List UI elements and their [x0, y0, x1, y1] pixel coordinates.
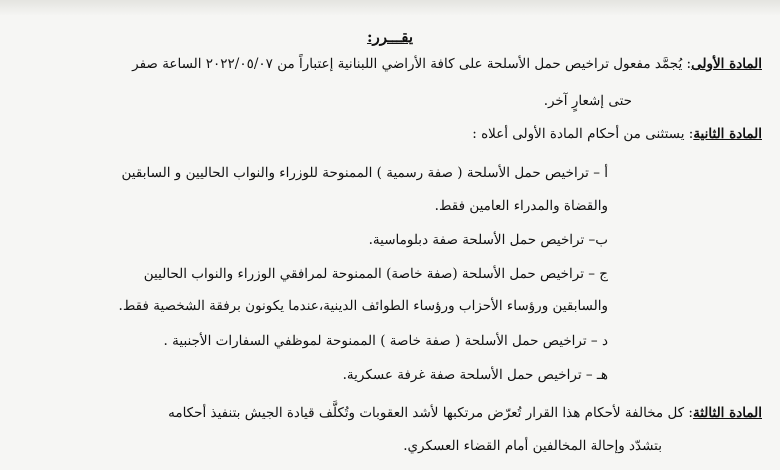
- article-3-text: : كل مخالفة لأحكام هذا القرار تُعرّض مرتكبها لأشد العقوبات وتُكلَّف قيادة الجيش بتنفيذ أحكامه: [168, 405, 693, 421]
- article-2-text: : يستثنى من أحكام المادة الأولى أعلاه :: [472, 126, 694, 142]
- item-c: ج – تراخيص حمل الأسلحة (صفة خاصة) الممنوحة لمرافقي الوزراء والنواب الحاليين: [143, 266, 608, 282]
- article-3-label: المادة الثالثة: [692, 405, 762, 421]
- article-2-label: المادة الثانية: [693, 126, 762, 142]
- item-a-cont: والقضاة والمدراء العامين فقط.: [434, 198, 608, 214]
- article-1-text: : يُجمَّد مفعول تراخيص حمل الأسلحة على كافة الأراضي اللبنانية إعتباراً من ٢٠٢٢/٠٥/٠٧ الساعة صفر: [132, 56, 692, 72]
- article-1-cont: حتى إشعارٍ آخر.: [543, 93, 632, 109]
- item-e: هـ – تراخيص حمل الأسلحة صفة غرفة عسكرية.: [342, 367, 608, 383]
- article-1-label: المادة الأولى: [691, 56, 762, 72]
- article-2: [472, 128, 762, 142]
- item-a: أ – تراخيص حمل الأسلحة ( صفة رسمية ) الممنوحة للوزراء والنواب الحاليين و السابقين: [121, 165, 608, 181]
- article-3: [168, 407, 762, 421]
- article-3-cont: بتشدّد وإحالة المخالفين أمام القضاء العسكري.: [403, 438, 662, 454]
- scan-shadow: [0, 0, 780, 16]
- item-b: ب– تراخيص حمل الأسلحة صفة دبلوماسية.: [368, 232, 608, 248]
- article-1: [132, 58, 762, 72]
- item-c-cont: والسابقين ورؤساء الأحزاب ورؤساء الطوائف الدينية،عندما يكونون برفقة الشخصية فقط.: [118, 298, 608, 314]
- item-d: د – تراخيص حمل الأسلحة ( صفة خاصة ) الممنوحة لموظفي السفارات الأجنبية .: [163, 333, 608, 349]
- decree-heading: يقـــرر:: [366, 28, 413, 46]
